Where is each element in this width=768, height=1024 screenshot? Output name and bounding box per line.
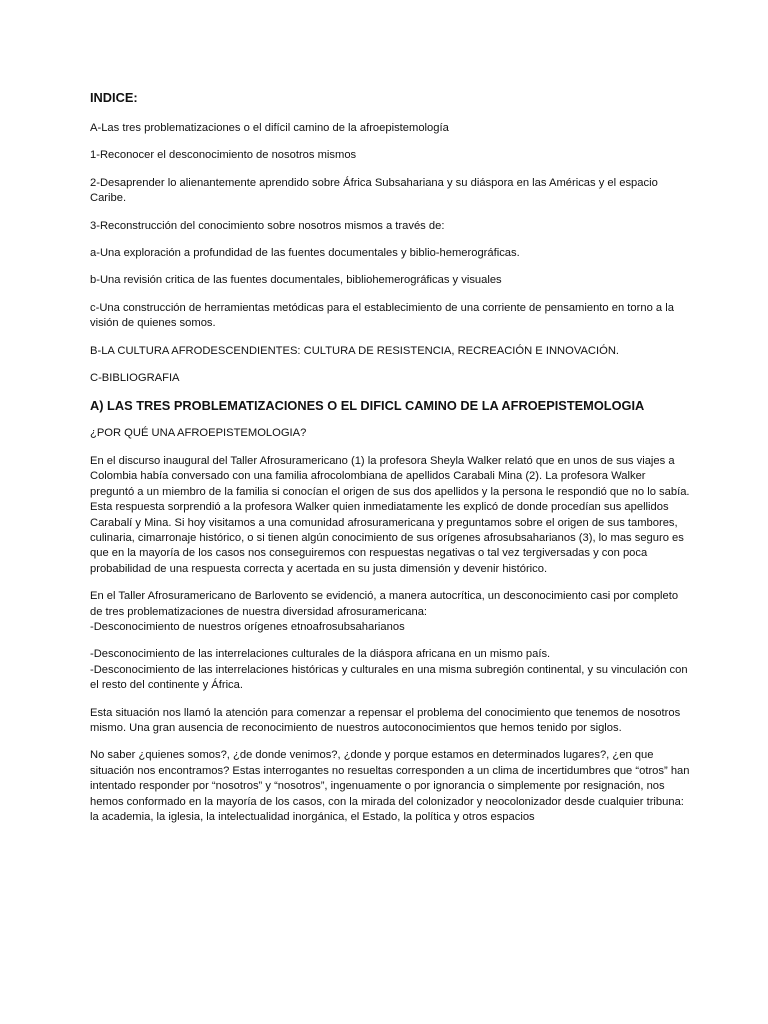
section-a-paragraph-4: No saber ¿quienes somos?, ¿de donde venimos?, ¿donde y porque estamos en determinados lugares?, ¿en que situación nos encontramos? Estas interrogantes no resueltas corresponden a un clima de incertidumbres que “otros” han intentado responder por “nosotros” y “nosotros”, ingenuamente o por ignorancia o simplemente por resignación, nos hemos conformado en la mayoría de los casos, con la mirada del colonizador y neocolonizador desde cualquier tribuna: la academia, la iglesia, la intelectualidad inorgánica, el Estado, la política y otros espacios [90, 749, 690, 823]
section-a-list-item-1: -Desconocimiento de nuestros orígenes etnoafrosubsaharianos [90, 620, 405, 633]
section-a-paragraph-1: En el discurso inaugural del Taller Afrosuramericano (1) la profesora Sheyla Walker relató que en unos de sus viajes a Colombia había conversado con una familia afrocolombiana de apellidos Carabali Mina (2). La profesora Walker preguntó a un miembro de la familia si conocían el origen de sus dos apellidos y la persona le respondió que no lo sabía. Esta respuesta sorprendió a la profesora Walker quien inmediatamente les explicó de donde procedían sus apellidos Carabalí y Mina. Si hoy visitamos a una comunidad afrosuramericana y preguntamos sobre el origen de sus tambores, culinaria, cimarronaje histórico, o si tienen algún conocimiento de sus orígenes afrosubsaharianos (3), lo mas seguro es que en la mayoría de los casos nos conseguiremos con respuestas negativas o tal vez tergiversadas y con poca probabilidad de una respuesta correcta y acertada en su justa dimensión y devenir histórico. [90, 454, 690, 575]
index-item-3c: c-Una construcción de herramientas metódicas para el establecimiento de una corriente de pensamiento en torno a la visión de quienes somos. [90, 301, 674, 330]
section-a-paragraph-3: Esta situación nos llamó la atención para comenzar a repensar el problema del conocimiento que tenemos de nosotros mismo. Una gran ausencia de reconocimiento de nuestros autoconocimientos que hemos tenido por siglos. [90, 706, 681, 734]
index-item-3a: a-Una exploración a profundidad de las fuentes documentales y biblio-hemerográficas. [90, 247, 520, 260]
index-item-3b: b-Una revisión critica de las fuentes documentales, bibliohemerográficas y visuales [90, 274, 502, 287]
section-a-paragraph-2: En el Taller Afrosuramericano de Barlovento se evidenció, a manera autocrítica, un desconocimiento casi por completo de tres problematizaciones de nuestra diversidad afrosuramericana: [90, 590, 679, 618]
index-item-a: A-Las tres problematizaciones o el difícil camino de la afroepistemología [90, 122, 449, 134]
index-item-2: 2-Desaprender lo alienantemente aprendido sobre África Subsahariana y su diáspora en las Américas y el espacio Caribe. [90, 176, 658, 205]
index-title: INDICE: [90, 90, 138, 105]
index-item-1: 1-Reconocer el desconocimiento de nosotros mismos [90, 149, 357, 162]
index-item-b: B-LA CULTURA AFRODESCENDIENTES: CULTURA DE RESISTENCIA, RECREACIÓN E INNOVACIÓN. [90, 344, 620, 357]
index-item-3: 3-Reconstrucción del conocimiento sobre nosotros mismos a través de: [90, 219, 445, 232]
index-item-c: C-BIBLIOGRAFIA [90, 372, 180, 385]
section-a-heading: A) LAS TRES PROBLEMATIZACIONES O EL DIFICL CAMINO DE LA AFROEPISTEMOLOGIA [90, 398, 645, 414]
document-page [90, 90, 690, 825]
section-a-list-item-3: -Desconocimiento de las interrelaciones históricas y culturales en una misma subregión continental, y su vinculación con el resto del continente y África. [90, 663, 688, 692]
section-a-question: ¿POR QUÉ UNA AFROEPISTEMOLOGIA? [90, 427, 307, 440]
section-a-list-item-2: -Desconocimiento de las interrelaciones culturales de la diáspora africana en un mismo país. [90, 648, 551, 661]
